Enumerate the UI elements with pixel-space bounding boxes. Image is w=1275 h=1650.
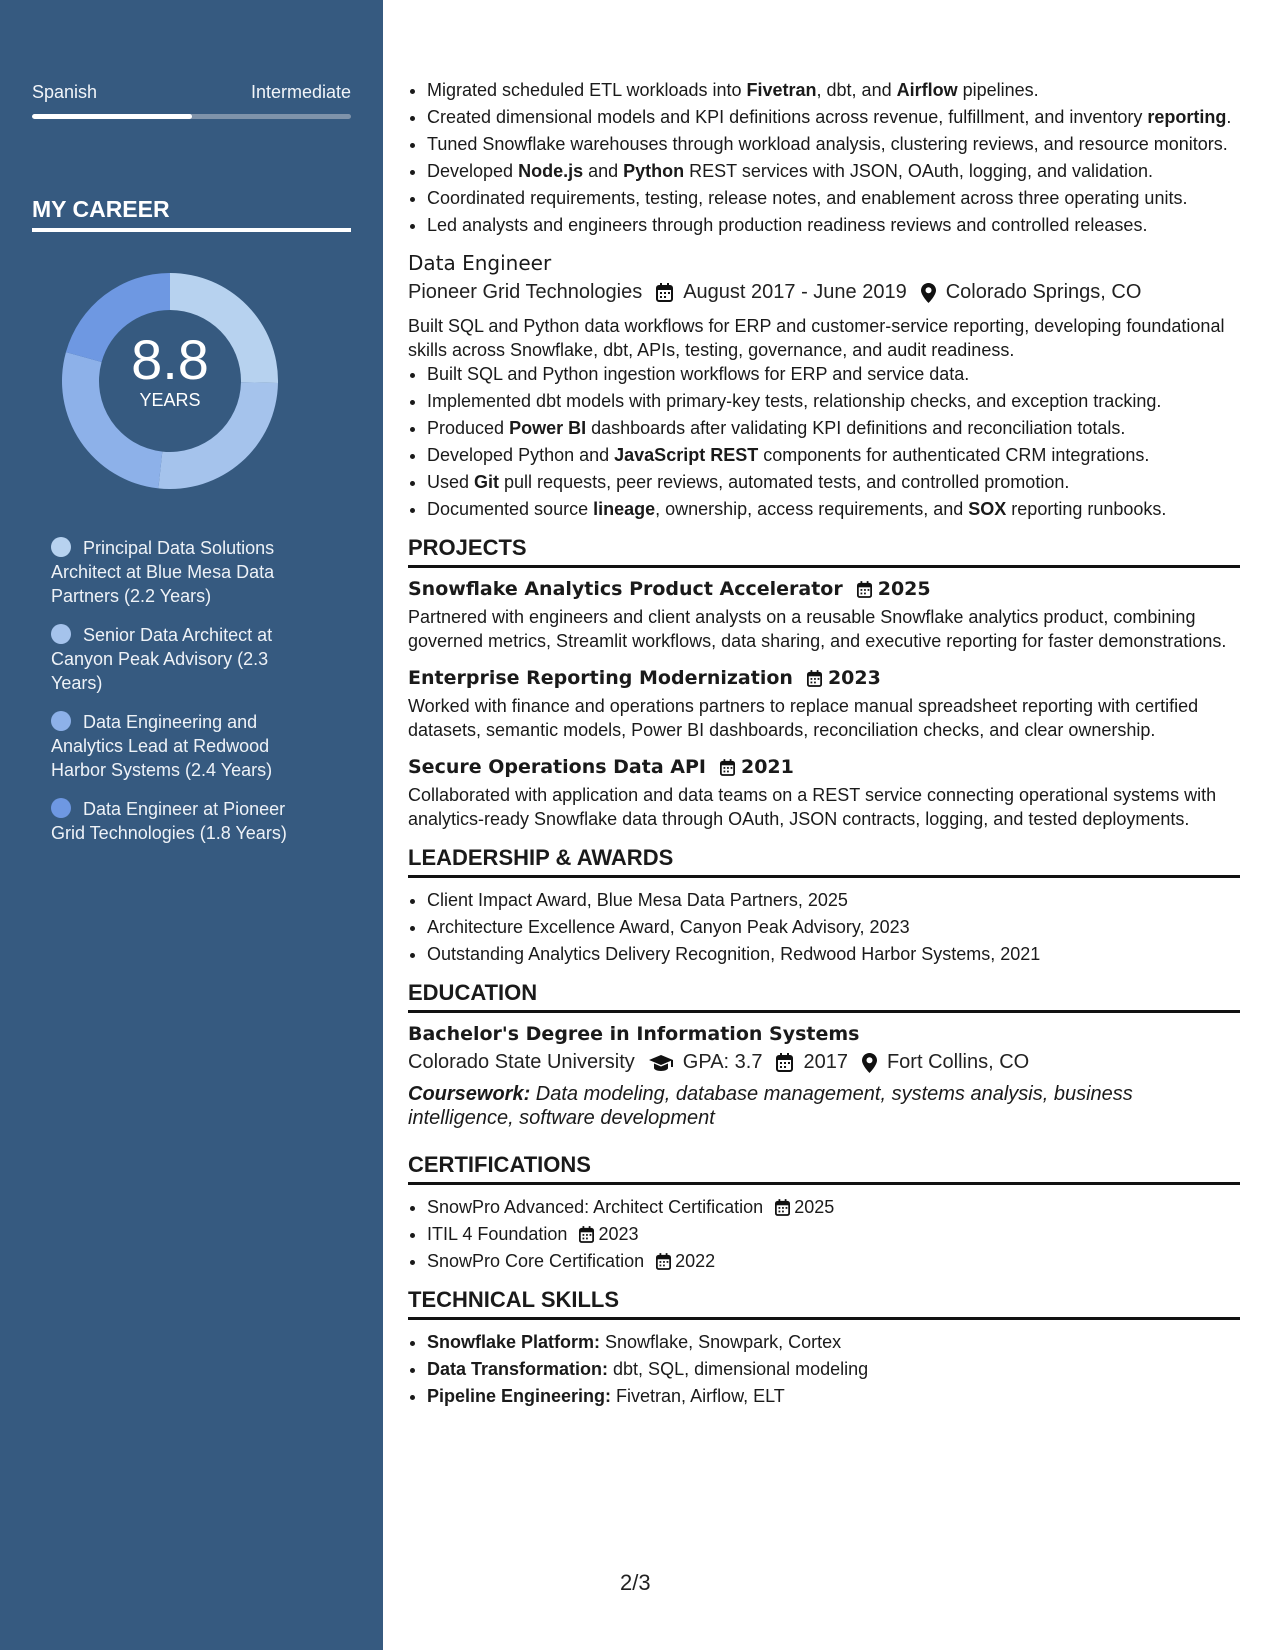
career-label: Data Engineer at Pioneer Grid Technologies (1.8 Years) bbox=[51, 799, 287, 843]
job-location: Colorado Springs, CO bbox=[945, 281, 1142, 303]
skill-label: Pipeline Engineering: bbox=[427, 1386, 612, 1406]
projects-heading: PROJECTS bbox=[408, 535, 1240, 568]
certification-name: • SnowPro Core Certification bbox=[427, 1251, 645, 1271]
bullet-text-b1: Power BI bbox=[509, 418, 587, 438]
bullet-item bbox=[427, 213, 1240, 237]
bullet-text-b1: Fivetran bbox=[746, 80, 817, 100]
calendar-icon bbox=[857, 581, 872, 598]
career-label: Senior Data Architect at Canyon Peak Advisory (2.3 Years) bbox=[51, 625, 273, 693]
career-dot bbox=[51, 624, 71, 644]
skill-label: Data Transformation: bbox=[427, 1359, 609, 1379]
education-meta bbox=[408, 1051, 1240, 1074]
career-list bbox=[51, 536, 311, 860]
certification-row bbox=[427, 1195, 1240, 1219]
awards-list bbox=[408, 888, 1240, 966]
project-title bbox=[408, 667, 1240, 689]
project-description: Worked with finance and operations partners to replace manual spreadsheet reporting with certified datasets, semantic models, Power BI dashboards, reconciliation checks, and clear ownership. bbox=[408, 696, 1199, 740]
bullet-item bbox=[427, 186, 1240, 210]
job-summary: Built SQL and Python data workflows for ERP and customer-service reporting, developing foundational skills across Snowflake, dbt, APIs, testing, governance, and audit readiness. bbox=[408, 316, 1225, 360]
language-row bbox=[32, 82, 351, 103]
certification-row bbox=[427, 1222, 1240, 1246]
career-label: Principal Data Solutions Architect at Blue Mesa Data Partners (2.2 Years) bbox=[51, 538, 275, 606]
bullet-text-pre: Produced bbox=[427, 418, 510, 438]
certification-name: • SnowPro Advanced: Architect Certification bbox=[427, 1197, 764, 1217]
graduation-cap-icon bbox=[649, 1054, 673, 1072]
bullet-text-b1: Git bbox=[474, 472, 500, 492]
bullet-text-pre: Used bbox=[427, 472, 475, 492]
calendar-icon bbox=[807, 670, 822, 687]
skills-heading: TECHNICAL SKILLS bbox=[408, 1287, 1240, 1320]
bullet-text-post: pipelines. bbox=[957, 80, 1039, 100]
award-item: • Architecture Excellence Award, Canyon Peak Advisory, 2023 bbox=[427, 915, 1240, 939]
certification-year: 2022 bbox=[675, 1251, 716, 1271]
education-location: Fort Collins, CO bbox=[886, 1051, 1030, 1073]
bullet-text-b1: reporting bbox=[1147, 107, 1227, 127]
award-item: • Outstanding Analytics Delivery Recognition, Redwood Harbor Systems, 2021 bbox=[427, 942, 1240, 966]
donut-total-value: 8.8 bbox=[131, 328, 209, 391]
page-number: 2/3 bbox=[620, 1570, 651, 1595]
bullet-text-mid: components for authenticated CRM integrations. bbox=[758, 445, 1150, 465]
language-proficiency-fill bbox=[32, 114, 192, 119]
bullet-text-pre: Created dimensional models and KPI definitions across revenue, fulfillment, and inventory bbox=[427, 107, 1148, 127]
bullet-text-pre: Developed Python and bbox=[427, 445, 615, 465]
bullet-item bbox=[427, 389, 1240, 413]
bullet-text-pre: Coordinated requirements, testing, release notes, and enablement across three operating units. bbox=[427, 188, 1188, 208]
bullet-text-mid: dashboards after validating KPI definitions and reconciliation totals. bbox=[586, 418, 1126, 438]
project-title bbox=[408, 578, 1240, 600]
project-description: Collaborated with application and data teams on a REST service connecting operational systems with analytics-ready Snowflake data through OAuth, JSON contracts, logging, and tested deployments. bbox=[408, 785, 1217, 829]
career-dot bbox=[51, 537, 71, 557]
award-item: • Client Impact Award, Blue Mesa Data Partners, 2025 bbox=[427, 888, 1240, 912]
bullet-item bbox=[427, 416, 1240, 440]
bullet-text-mid: , ownership, access requirements, and bbox=[655, 499, 969, 519]
job-bullets bbox=[408, 362, 1240, 521]
bullet-item bbox=[427, 497, 1240, 521]
calendar-icon bbox=[720, 759, 735, 776]
bullet-text-b1: JavaScript REST bbox=[614, 445, 759, 465]
main-content bbox=[408, 78, 1240, 1411]
bullet-text-post: REST services with JSON, OAuth, logging, and validation. bbox=[684, 161, 1154, 181]
bullet-text-b2: SOX bbox=[968, 499, 1007, 519]
projects-list bbox=[408, 578, 1240, 831]
calendar-icon bbox=[656, 283, 673, 302]
career-dot bbox=[51, 798, 71, 818]
bullet-item bbox=[427, 132, 1240, 156]
calendar-icon bbox=[775, 1199, 790, 1216]
project-name: Snowflake Analytics Product Accelerator bbox=[408, 578, 843, 600]
bullet-text-pre: Documented source bbox=[427, 499, 594, 519]
bullet-item bbox=[427, 78, 1240, 102]
calendar-icon bbox=[656, 1253, 671, 1270]
education-year: 2017 bbox=[803, 1051, 848, 1073]
bullet-text-pre: Built SQL and Python ingestion workflows for ERP and service data. bbox=[427, 364, 970, 384]
bullet-text-pre: Migrated scheduled ETL workloads into bbox=[427, 80, 747, 100]
map-pin-icon bbox=[862, 1053, 877, 1073]
project-title bbox=[408, 756, 1240, 778]
project-year: 2023 bbox=[827, 667, 881, 689]
donut-total-unit: YEARS bbox=[139, 390, 201, 410]
bullet-text-post: reporting runbooks. bbox=[1006, 499, 1167, 519]
certification-year: 2025 bbox=[794, 1197, 835, 1217]
career-item bbox=[51, 797, 311, 845]
bullet-item bbox=[427, 443, 1240, 467]
project-name: Enterprise Reporting Modernization bbox=[408, 667, 793, 689]
career-item bbox=[51, 536, 311, 608]
bullet-text-pre: Implemented dbt models with primary-key tests, relationship checks, and exception tracking. bbox=[427, 391, 1162, 411]
education-gpa: GPA: 3.7 bbox=[682, 1051, 763, 1073]
bullet-text-mid: and bbox=[583, 161, 624, 181]
bullet-text-pre: Tuned Snowflake warehouses through workload analysis, clustering reviews, and resource monitors. bbox=[427, 134, 1228, 154]
bullet-item bbox=[427, 159, 1240, 183]
sidebar bbox=[0, 0, 383, 1650]
coursework-label: Coursework: bbox=[408, 1083, 531, 1105]
career-label: Data Engineering and Analytics Lead at Redwood Harbor Systems (2.4 Years) bbox=[51, 712, 273, 780]
skill-label: Snowflake Platform: bbox=[427, 1332, 601, 1352]
career-years-donut bbox=[62, 273, 278, 489]
job-dates: August 2017 - June 2019 bbox=[683, 281, 907, 303]
skills-list bbox=[408, 1330, 1240, 1408]
certification-item bbox=[427, 1222, 1240, 1246]
career-item bbox=[51, 623, 311, 695]
coursework-text: Data modeling, database management, systems analysis, business intelligence, software development bbox=[408, 1083, 1133, 1129]
certifications-heading: CERTIFICATIONS bbox=[408, 1152, 1240, 1185]
bullet-item bbox=[427, 470, 1240, 494]
skill-value: Fivetran, Airflow, ELT bbox=[611, 1386, 785, 1406]
language-proficiency-bar bbox=[32, 114, 351, 119]
bullet-text-mid: . bbox=[1226, 107, 1232, 127]
certification-row bbox=[427, 1249, 1240, 1273]
skill-value: Snowflake, Snowpark, Cortex bbox=[600, 1332, 842, 1352]
career-dot bbox=[51, 711, 71, 731]
job-company: Pioneer Grid Technologies bbox=[408, 281, 643, 303]
job-title: Data Engineer bbox=[408, 251, 552, 275]
bullet-text-b1: lineage bbox=[593, 499, 656, 519]
language-level: Intermediate bbox=[250, 82, 351, 102]
previous-role-bullets bbox=[408, 78, 1240, 237]
bullet-text-pre: Developed bbox=[427, 161, 519, 181]
education-heading: EDUCATION bbox=[408, 980, 1240, 1013]
map-pin-icon bbox=[921, 283, 936, 303]
job-meta bbox=[408, 281, 1240, 304]
awards-heading: LEADERSHIP & AWARDS bbox=[408, 845, 1240, 878]
bullet-text-mid: , dbt, and bbox=[816, 80, 897, 100]
calendar-icon bbox=[579, 1226, 594, 1243]
career-item bbox=[51, 710, 311, 782]
skill-item bbox=[427, 1330, 1240, 1354]
project-description: Partnered with engineers and client analysts on a reusable Snowflake analytics product, combining governed metrics, Streamlit workflows, data sharing, and executive reporting for faster demonstrations. bbox=[408, 607, 1227, 651]
skill-value: dbt, SQL, dimensional modeling bbox=[608, 1359, 869, 1379]
language-name: Spanish bbox=[32, 82, 98, 102]
bullet-item bbox=[427, 362, 1240, 386]
certification-year: 2023 bbox=[598, 1224, 639, 1244]
bullet-item bbox=[427, 105, 1240, 129]
project-name: Secure Operations Data API bbox=[408, 756, 706, 778]
certification-name: • ITIL 4 Foundation bbox=[427, 1224, 568, 1244]
bullet-text-b2: Airflow bbox=[896, 80, 958, 100]
education-degree: Bachelor's Degree in Information Systems bbox=[408, 1023, 860, 1045]
certification-item bbox=[427, 1195, 1240, 1219]
bullet-text-pre: Led analysts and engineers through production readiness reviews and controlled releases. bbox=[427, 215, 1148, 235]
project-year: 2025 bbox=[877, 578, 931, 600]
certifications-list bbox=[408, 1195, 1240, 1273]
education-school: Colorado State University bbox=[408, 1051, 635, 1073]
bullet-text-b1: Node.js bbox=[518, 161, 584, 181]
career-heading: MY CAREER bbox=[32, 196, 351, 232]
bullet-text-mid: pull requests, peer reviews, automated tests, and controlled promotion. bbox=[499, 472, 1070, 492]
calendar-icon bbox=[776, 1053, 793, 1072]
skill-item bbox=[427, 1384, 1240, 1408]
certification-item bbox=[427, 1249, 1240, 1273]
skill-item bbox=[427, 1357, 1240, 1381]
education-coursework bbox=[408, 1082, 1240, 1130]
project-year: 2021 bbox=[740, 756, 794, 778]
bullet-text-b2: Python bbox=[623, 161, 685, 181]
